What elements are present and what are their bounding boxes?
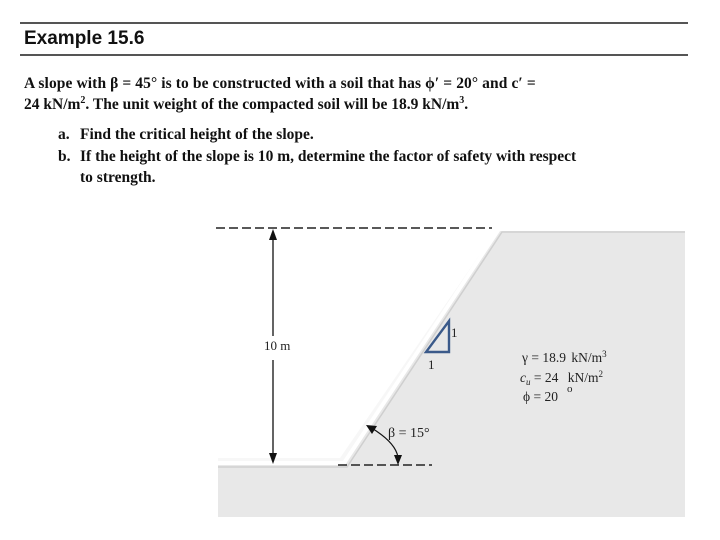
- superscript-3: 3: [459, 95, 465, 106]
- gamma-unit: kN/m: [571, 350, 603, 365]
- cu-property: [520, 369, 603, 387]
- item-b-continuation: to strength.: [80, 169, 156, 186]
- triangle-horizontal-label: 1: [428, 357, 435, 372]
- superscript-2: 2: [80, 95, 86, 106]
- example-heading: Example 15.6: [24, 28, 145, 49]
- cu-unit-sup: 2: [598, 369, 604, 379]
- item-b-label: b.: [58, 148, 71, 165]
- cu-value: = 24: [530, 370, 559, 385]
- gamma-unit-sup: 3: [602, 349, 607, 359]
- cu-subscript: u: [526, 377, 531, 387]
- item-a-text: Find the critical height of the slope.: [80, 126, 314, 143]
- gamma-property: [521, 349, 607, 365]
- problem-line-2-b: . The unit weight of the compacted soil will be 18.9 kN/m: [85, 96, 460, 114]
- item-a-label: a.: [58, 126, 70, 143]
- soil-body: [218, 228, 685, 517]
- cu-unit: kN/m: [567, 370, 599, 385]
- problem-line-2-a: 24 kN/m: [24, 96, 81, 114]
- arrow-up-icon: [269, 229, 277, 240]
- angle-label: β = 15°: [388, 426, 430, 441]
- problem-line-1: A slope with β = 45° is to be constructed with a soil that has ϕ′ = 20° and c′ =: [24, 75, 536, 92]
- problem-line-2-c: .: [464, 96, 469, 114]
- item-b-text: If the height of the slope is 10 m, determine the factor of safety with respect: [80, 148, 577, 165]
- gamma-value: γ = 18.9: [522, 350, 566, 365]
- height-label: 10 m: [264, 338, 291, 353]
- triangle-vertical-label: 1: [451, 325, 458, 340]
- cu-symbol: c: [520, 370, 526, 385]
- phi-degree-mark: o: [567, 383, 573, 395]
- phi-property: ϕ = 20: [523, 389, 558, 404]
